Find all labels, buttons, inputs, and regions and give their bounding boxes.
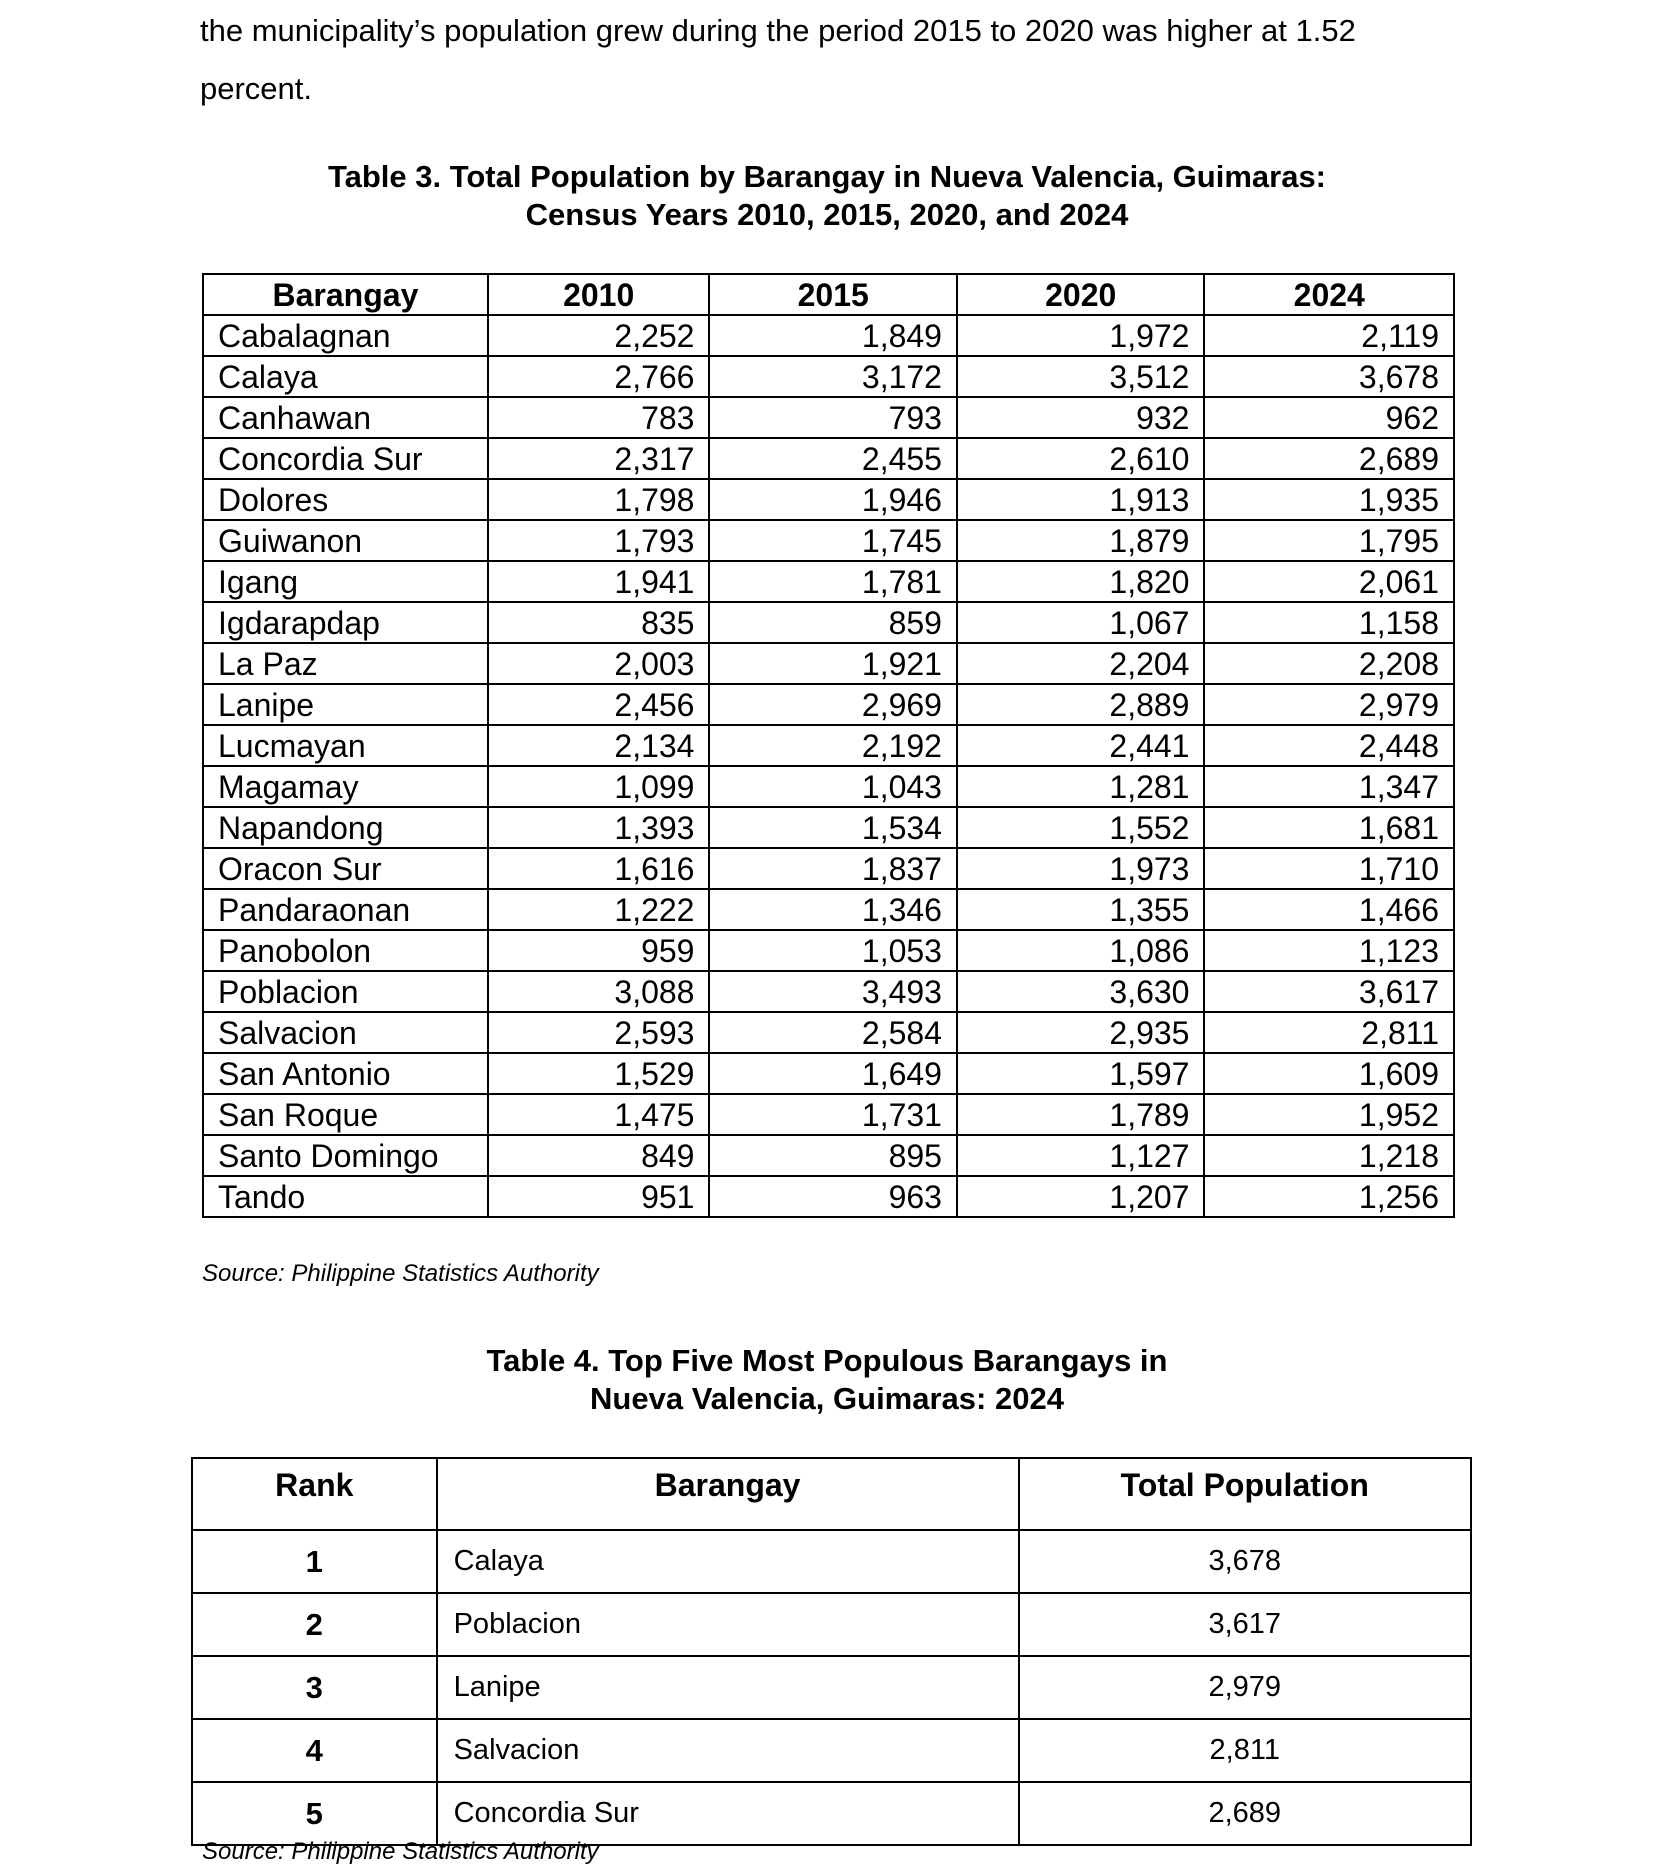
table-3-header-2010: 2010	[488, 274, 710, 315]
table-4-header-rank: Rank	[192, 1458, 437, 1530]
total-population-cell: 3,678	[1019, 1530, 1472, 1593]
barangay-cell: Oracon Sur	[203, 848, 488, 889]
barangay-cell: Igdarapdap	[203, 602, 488, 643]
barangay-cell: Lanipe	[203, 684, 488, 725]
pop-2020-cell: 2,610	[957, 438, 1205, 479]
pop-2024-cell: 1,218	[1204, 1135, 1454, 1176]
pop-2010-cell: 1,099	[488, 766, 710, 807]
barangay-cell: San Roque	[203, 1094, 488, 1135]
pop-2020-cell: 1,552	[957, 807, 1205, 848]
barangay-cell: La Paz	[203, 643, 488, 684]
pop-2015-cell: 1,534	[709, 807, 957, 848]
barangay-cell: Lanipe	[437, 1656, 1019, 1719]
barangay-cell: Pandaraonan	[203, 889, 488, 930]
intro-line-2: percent.	[200, 71, 313, 106]
pop-2024-cell: 2,689	[1204, 438, 1454, 479]
barangay-cell: Lucmayan	[203, 725, 488, 766]
barangay-cell: San Antonio	[203, 1053, 488, 1094]
pop-2020-cell: 1,355	[957, 889, 1205, 930]
table-row	[203, 766, 1454, 807]
pop-2024-cell: 1,609	[1204, 1053, 1454, 1094]
table-3-header-barangay: Barangay	[203, 274, 488, 315]
pop-2015-cell: 1,731	[709, 1094, 957, 1135]
barangay-cell: Concordia Sur	[437, 1782, 1019, 1845]
pop-2024-cell: 2,061	[1204, 561, 1454, 602]
table-4-header-row	[192, 1458, 1471, 1530]
barangay-cell: Napandong	[203, 807, 488, 848]
table-3-title-line-1: Table 3. Total Population by Barangay in Nueva Valencia, Guimaras:	[327, 159, 1327, 194]
intro-line-1: the municipality’s population grew during the period 2015 to 2020 was higher at 1.52	[200, 13, 1356, 48]
table-row	[203, 315, 1454, 356]
table-row	[203, 930, 1454, 971]
barangay-cell: Tando	[203, 1176, 488, 1217]
pop-2020-cell: 1,789	[957, 1094, 1205, 1135]
table-row	[203, 1012, 1454, 1053]
barangay-cell: Poblacion	[437, 1593, 1019, 1656]
table-row	[203, 1094, 1454, 1135]
barangay-cell: Panobolon	[203, 930, 488, 971]
pop-2020-cell: 1,281	[957, 766, 1205, 807]
table-3-title-line-2: Census Years 2010, 2015, 2020, and 2024	[525, 197, 1129, 232]
pop-2024-cell: 1,952	[1204, 1094, 1454, 1135]
rank-cell: 5	[192, 1782, 437, 1845]
pop-2015-cell: 1,053	[709, 930, 957, 971]
barangay-cell: Dolores	[203, 479, 488, 520]
population-by-barangay-table	[202, 273, 1455, 1218]
barangay-cell: Salvacion	[203, 1012, 488, 1053]
pop-2015-cell: 1,946	[709, 479, 957, 520]
pop-2024-cell: 962	[1204, 397, 1454, 438]
pop-2010-cell: 2,003	[488, 643, 710, 684]
rank-cell: 1	[192, 1530, 437, 1593]
total-population-cell: 3,617	[1019, 1593, 1472, 1656]
barangay-cell: Magamay	[203, 766, 488, 807]
pop-2024-cell: 2,979	[1204, 684, 1454, 725]
pop-2015-cell: 793	[709, 397, 957, 438]
pop-2020-cell: 3,512	[957, 356, 1205, 397]
pop-2015-cell: 1,837	[709, 848, 957, 889]
table-row	[203, 520, 1454, 561]
barangay-cell: Salvacion	[437, 1719, 1019, 1782]
table-row	[192, 1530, 1471, 1593]
pop-2010-cell: 1,616	[488, 848, 710, 889]
pop-2015-cell: 1,781	[709, 561, 957, 602]
pop-2024-cell: 3,617	[1204, 971, 1454, 1012]
pop-2010-cell: 1,475	[488, 1094, 710, 1135]
table-row	[203, 602, 1454, 643]
barangay-cell: Igang	[203, 561, 488, 602]
table-row	[192, 1593, 1471, 1656]
pop-2024-cell: 1,347	[1204, 766, 1454, 807]
table-3-source-note: Source: Philippine Statistics Authority	[202, 1260, 599, 1287]
barangay-cell: Poblacion	[203, 971, 488, 1012]
pop-2015-cell: 2,969	[709, 684, 957, 725]
pop-2015-cell: 1,745	[709, 520, 957, 561]
pop-2020-cell: 2,889	[957, 684, 1205, 725]
pop-2024-cell: 2,208	[1204, 643, 1454, 684]
table-row	[203, 807, 1454, 848]
pop-2015-cell: 1,346	[709, 889, 957, 930]
table-row	[203, 438, 1454, 479]
pop-2010-cell: 2,766	[488, 356, 710, 397]
table-4-body	[192, 1530, 1471, 1845]
pop-2015-cell: 2,455	[709, 438, 957, 479]
table-row	[192, 1719, 1471, 1782]
pop-2024-cell: 2,448	[1204, 725, 1454, 766]
pop-2020-cell: 1,820	[957, 561, 1205, 602]
pop-2024-cell: 1,123	[1204, 930, 1454, 971]
pop-2020-cell: 2,204	[957, 643, 1205, 684]
pop-2015-cell: 1,849	[709, 315, 957, 356]
pop-2010-cell: 2,317	[488, 438, 710, 479]
pop-2010-cell: 1,793	[488, 520, 710, 561]
pop-2020-cell: 1,067	[957, 602, 1205, 643]
pop-2024-cell: 1,158	[1204, 602, 1454, 643]
table-3-header-2020: 2020	[957, 274, 1205, 315]
table-row	[203, 356, 1454, 397]
pop-2020-cell: 2,935	[957, 1012, 1205, 1053]
intro-paragraph	[200, 2, 1480, 118]
table-row	[203, 848, 1454, 889]
pop-2020-cell: 932	[957, 397, 1205, 438]
barangay-cell: Cabalagnan	[203, 315, 488, 356]
table-row	[203, 397, 1454, 438]
pop-2010-cell: 1,222	[488, 889, 710, 930]
table-row	[203, 561, 1454, 602]
pop-2024-cell: 2,811	[1204, 1012, 1454, 1053]
pop-2015-cell: 895	[709, 1135, 957, 1176]
pop-2020-cell: 1,913	[957, 479, 1205, 520]
table-3-header-2024: 2024	[1204, 274, 1454, 315]
pop-2010-cell: 2,593	[488, 1012, 710, 1053]
table-row	[203, 725, 1454, 766]
pop-2015-cell: 2,584	[709, 1012, 957, 1053]
total-population-cell: 2,811	[1019, 1719, 1472, 1782]
pop-2020-cell: 1,972	[957, 315, 1205, 356]
pop-2010-cell: 3,088	[488, 971, 710, 1012]
pop-2015-cell: 2,192	[709, 725, 957, 766]
pop-2010-cell: 835	[488, 602, 710, 643]
table-row	[203, 643, 1454, 684]
table-row	[192, 1656, 1471, 1719]
pop-2010-cell: 2,252	[488, 315, 710, 356]
pop-2010-cell: 849	[488, 1135, 710, 1176]
pop-2010-cell: 959	[488, 930, 710, 971]
pop-2020-cell: 3,630	[957, 971, 1205, 1012]
pop-2020-cell: 2,441	[957, 725, 1205, 766]
pop-2015-cell: 3,493	[709, 971, 957, 1012]
pop-2010-cell: 783	[488, 397, 710, 438]
table-row	[203, 889, 1454, 930]
pop-2024-cell: 1,256	[1204, 1176, 1454, 1217]
pop-2024-cell: 2,119	[1204, 315, 1454, 356]
pop-2024-cell: 1,795	[1204, 520, 1454, 561]
rank-cell: 4	[192, 1719, 437, 1782]
table-3-title	[0, 158, 1654, 234]
top-five-barangays-table	[191, 1457, 1472, 1846]
pop-2010-cell: 1,798	[488, 479, 710, 520]
total-population-cell: 2,979	[1019, 1656, 1472, 1719]
table-4-source-note: Source: Philippine Statistics Authority	[202, 1838, 599, 1865]
pop-2015-cell: 3,172	[709, 356, 957, 397]
pop-2020-cell: 1,086	[957, 930, 1205, 971]
table-4-header-barangay: Barangay	[437, 1458, 1019, 1530]
barangay-cell: Guiwanon	[203, 520, 488, 561]
table-4-title-line-1: Table 4. Top Five Most Populous Barangays in	[486, 1343, 1168, 1378]
barangay-cell: Concordia Sur	[203, 438, 488, 479]
pop-2015-cell: 1,649	[709, 1053, 957, 1094]
pop-2020-cell: 1,207	[957, 1176, 1205, 1217]
barangay-cell: Calaya	[437, 1530, 1019, 1593]
table-3-header-2015: 2015	[709, 274, 957, 315]
pop-2020-cell: 1,597	[957, 1053, 1205, 1094]
pop-2024-cell: 1,710	[1204, 848, 1454, 889]
total-population-cell: 2,689	[1019, 1782, 1472, 1845]
table-row	[203, 479, 1454, 520]
table-4-header-total-population: Total Population	[1019, 1458, 1472, 1530]
table-row	[203, 684, 1454, 725]
table-row	[203, 1135, 1454, 1176]
rank-cell: 3	[192, 1656, 437, 1719]
table-row	[192, 1782, 1471, 1845]
pop-2010-cell: 1,393	[488, 807, 710, 848]
pop-2024-cell: 3,678	[1204, 356, 1454, 397]
table-3-header-row	[203, 274, 1454, 315]
pop-2010-cell: 2,456	[488, 684, 710, 725]
table-row	[203, 1176, 1454, 1217]
pop-2015-cell: 1,921	[709, 643, 957, 684]
rank-cell: 2	[192, 1593, 437, 1656]
pop-2010-cell: 1,941	[488, 561, 710, 602]
pop-2024-cell: 1,935	[1204, 479, 1454, 520]
pop-2010-cell: 1,529	[488, 1053, 710, 1094]
pop-2015-cell: 963	[709, 1176, 957, 1217]
pop-2024-cell: 1,466	[1204, 889, 1454, 930]
table-row	[203, 1053, 1454, 1094]
pop-2010-cell: 2,134	[488, 725, 710, 766]
pop-2020-cell: 1,127	[957, 1135, 1205, 1176]
pop-2020-cell: 1,879	[957, 520, 1205, 561]
table-4-title	[0, 1342, 1654, 1418]
pop-2010-cell: 951	[488, 1176, 710, 1217]
pop-2024-cell: 1,681	[1204, 807, 1454, 848]
barangay-cell: Calaya	[203, 356, 488, 397]
table-row	[203, 971, 1454, 1012]
pop-2020-cell: 1,973	[957, 848, 1205, 889]
table-3-body	[203, 315, 1454, 1217]
pop-2015-cell: 1,043	[709, 766, 957, 807]
table-4-title-line-2: Nueva Valencia, Guimaras: 2024	[590, 1381, 1064, 1416]
barangay-cell: Canhawan	[203, 397, 488, 438]
pop-2015-cell: 859	[709, 602, 957, 643]
barangay-cell: Santo Domingo	[203, 1135, 488, 1176]
